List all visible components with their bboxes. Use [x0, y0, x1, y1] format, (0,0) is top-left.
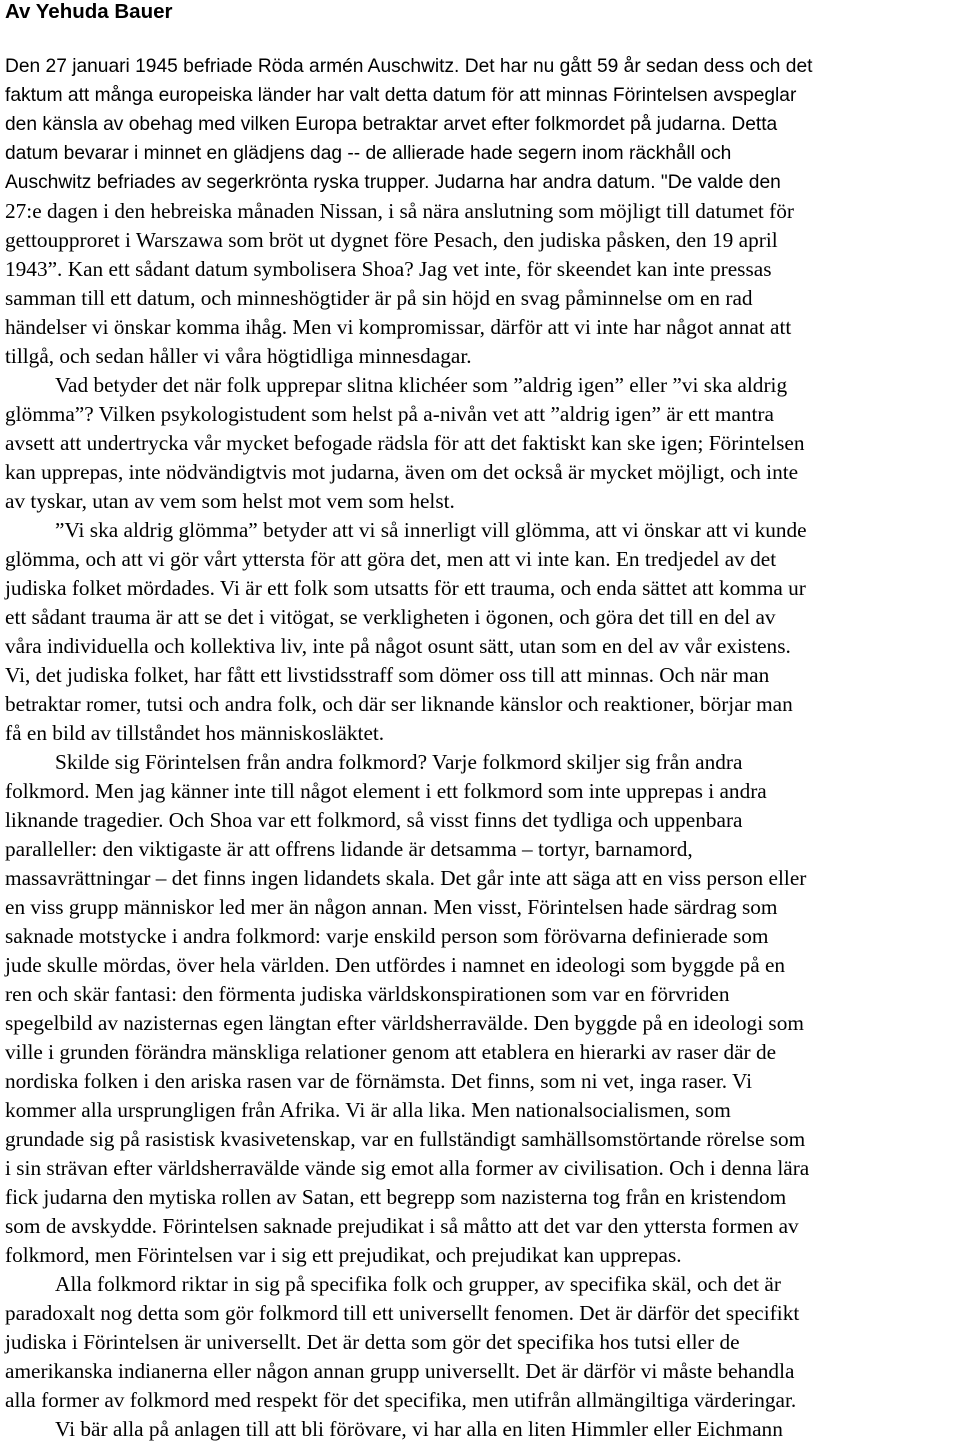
text-line: paradoxalt nog detta som gör folkmord till ett universellt fenomen. Det är därför det specifikt	[5, 1301, 800, 1325]
paragraph-start-line: Vi bär alla på anlagen till att bli förövare, vi har alla en liten Himmler eller Eichmann	[55, 1417, 783, 1441]
text-line: händelser vi önskar komma ihåg. Men vi kompromissar, därför att vi inte har något annat att	[5, 315, 792, 339]
text-line: våra individuella och kollektiva liv, inte på något osunt sätt, utan som en del av vår existens.	[5, 634, 791, 658]
text-line: datum bevarar i minnet en glädjens dag -- de allierade hade segern inom räckhåll och	[5, 143, 732, 164]
text-line: som de avskydde. Förintelsen saknade prejudikat i så måtto att det var den yttersta formen av	[5, 1214, 799, 1238]
paragraph-start-line: Skilde sig Förintelsen från andra folkmord? Varje folkmord skiljer sig från andra	[55, 750, 743, 774]
text-line: en viss grupp människor led mer än någon annan. Men visst, Förintelsen hade särdrag som	[5, 895, 778, 919]
text-line: ville i grunden förändra mänskliga relationer genom att etablera en hierarki av raser där de	[5, 1040, 777, 1064]
text-line: amerikanska indianerna eller någon annan grupp universellt. Det är därför vi måste behandla	[5, 1359, 795, 1383]
text-line: folkmord, men Förintelsen var i sig ett prejudikat, och prejudikat kan upprepas.	[5, 1243, 682, 1267]
text-line: alla former av folkmord med respekt för det specifika, men utifrån allmängiltiga värderingar.	[5, 1388, 797, 1412]
text-line: judiska i Förintelsen är universellt. Det är detta som gör det specifika hos tutsi eller de	[5, 1330, 740, 1354]
text-line: massavrättningar – det finns ingen lidandets skala. Det går inte att säga att en viss person eller	[5, 866, 807, 890]
text-line: Vi, det judiska folket, har fått ett livstidsstraff som dömer oss till att minnas. Och när man	[5, 663, 770, 687]
text-line: Auschwitz befriades av segerkrönta ryska trupper. Judarna har andra datum. "De valde den	[5, 172, 781, 193]
text-line: i sin strävan efter världsherravälde vände sig emot alla former av civilisation. Och i denna lära	[5, 1156, 810, 1180]
text-line: glömma”? Vilken psykologistudent som helst på a-nivån vet att ”aldrig igen” är ett mantra	[5, 402, 774, 426]
text-line: den känsla av obehag med vilken Europa betraktar arvet efter folkmordet på judarna. Detta	[5, 114, 778, 135]
text-line: nordiska folken i den ariska rasen var de förnämsta. Det finns, som ni vet, inga raser. Vi	[5, 1069, 753, 1093]
text-line: av tyskar, utan av vem som helst mot vem som helst.	[5, 489, 455, 513]
text-line: faktum att många europeiska länder har valt detta datum för att minnas Förintelsen avspeglar	[5, 85, 797, 106]
text-line: få en bild av tillståndet hos människosläktet.	[5, 721, 385, 745]
text-line: tillgå, och sedan håller vi våra högtidliga minnesdagar.	[5, 344, 472, 368]
text-line: kan upprepas, inte nödvändigtvis mot judarna, även om det också är mycket möjligt, och inte	[5, 460, 799, 484]
text-line: betraktar romer, tutsi och andra folk, och där ser liknande känslor och reaktioner, börjar man	[5, 692, 793, 716]
text-line: 1943”. Kan ett sådant datum symbolisera Shoa? Jag vet inte, för skeendet kan inte pressas	[5, 257, 772, 281]
text-line: samman till ett datum, och minneshögtider är på sin höjd en svag påminnelse om en rad	[5, 286, 753, 310]
text-line: paralleller: den viktigaste är att offrens lidande är detsamma – tortyr, barnamord,	[5, 837, 693, 861]
text-line: saknade motstycke i andra folkmord: varje enskild person som förövarna definierade som	[5, 924, 769, 948]
text-line: grundade sig på rasistisk kvasivetenskap, var en fullständigt samhällsomstörtande rörelse som	[5, 1127, 806, 1151]
text-line: kommer alla ursprungligen från Afrika. Vi är alla lika. Men nationalsocialismen, som	[5, 1098, 731, 1122]
text-line: avsett att undertrycka vår mycket befogade rädsla för att det faktiskt kan ske igen; Förintelsen	[5, 431, 805, 455]
text-line: Den 27 januari 1945 befriade Röda armén Auschwitz. Det har nu gått 59 år sedan dess och det	[5, 56, 813, 77]
text-line: spegelbild av nazisternas egen längtan efter världsherravälde. Den byggde på en ideologi som	[5, 1011, 804, 1035]
text-line: fick judarna den mytiska rollen av Satan, ett begrepp som nazisterna tog från en kristendom	[5, 1185, 787, 1209]
text-line: glömma, och att vi gör vårt yttersta för att göra det, men att vi inte kan. En tredjedel av det	[5, 547, 777, 571]
text-line: 27:e dagen i den hebreiska månaden Nissan, i så nära anslutning som möjligt till datumet för	[5, 199, 794, 223]
author-byline: Av Yehuda Bauer	[5, 0, 173, 23]
text-line: jude skulle mördas, över hela världen. Den utfördes i namnet en ideologi som byggde på en	[5, 953, 786, 977]
text-line: ren och skär fantasi: den förmenta judiska världskonspirationen som var en förvriden	[5, 982, 730, 1006]
article-body	[5, 52, 955, 1444]
text-line: liknande tragedier. Och Shoa var ett folkmord, så visst finns det tydliga och uppenbara	[5, 808, 743, 832]
text-line: ett sådant trauma är att se det i vitögat, se verkligheten i ögonen, och göra det till en del av	[5, 605, 776, 629]
paragraph-start-line: ”Vi ska aldrig glömma” betyder att vi så innerligt vill glömma, att vi önskar att vi kunde	[55, 518, 807, 542]
text-line: folkmord. Men jag känner inte till något element i ett folkmord som inte upprepas i andra	[5, 779, 767, 803]
text-line: judiska folket mördades. Vi är ett folk som utsatts för ett trauma, och enda sättet att komma ur	[5, 576, 806, 600]
text-line: gettoupproret i Warszawa som bröt ut dygnet före Pesach, den judiska påsken, den 19 april	[5, 228, 778, 252]
paragraph-start-line: Vad betyder det när folk upprepar slitna klichéer som ”aldrig igen” eller ”vi ska aldrig	[55, 373, 788, 397]
paragraph-start-line: Alla folkmord riktar in sig på specifika folk och grupper, av specifika skäl, och det är	[55, 1272, 781, 1296]
